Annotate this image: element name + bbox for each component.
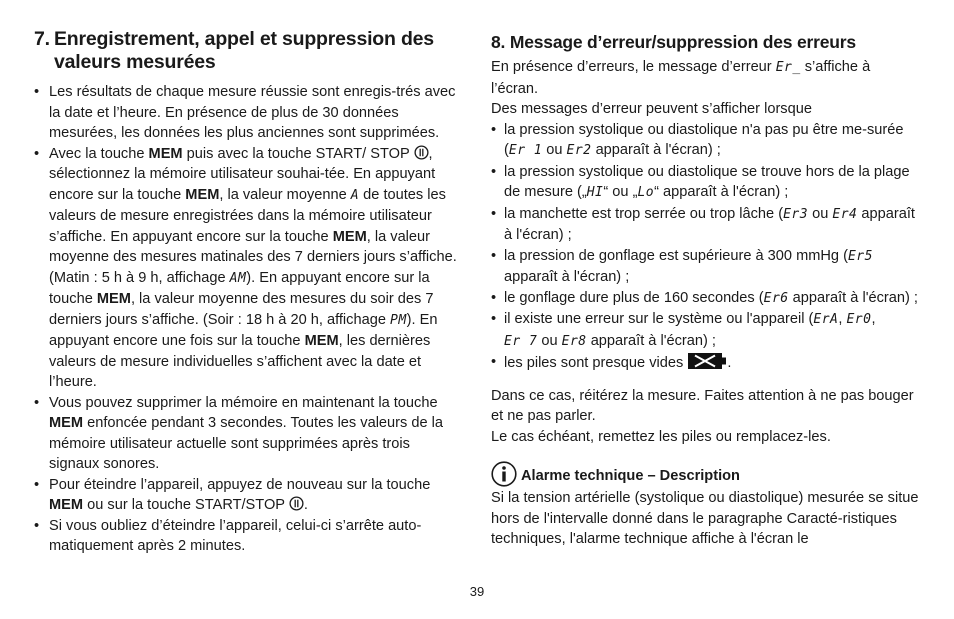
section-7-list	[34, 82, 462, 557]
paragraph: Dans ce cas, réitérez la mesure. Faites attention à ne pas bouger et ne pas parler.	[491, 387, 914, 424]
info-icon	[491, 461, 517, 487]
page-number: 39	[469, 584, 485, 599]
display-symbol-er: Er_	[775, 60, 801, 75]
list-item: • le gonflage dure plus de 160 secondes (Er6 apparaît à l'écran) ;	[491, 288, 921, 310]
list-item: • il existe une erreur sur le système ou l'appareil (ErA, Er0, Er 7 ou Er8 apparaît à l'écran) ;	[491, 309, 921, 352]
paragraph: Des messages d’erreur peuvent s’afficher lorsque	[491, 101, 812, 117]
paragraph: Si la tension artérielle (systolique ou diastolique) mesurée se situe hors de l'intervalle donné dans le paragraphe Caracté-ristiques techniques, l'alarme technique affiche à l'écran le	[491, 490, 919, 547]
technical-alarm-header	[491, 461, 921, 487]
section-8-heading: 8. Message d’erreur/suppression des erreurs	[491, 32, 856, 52]
section-7-heading	[34, 28, 462, 74]
battery-empty-icon	[687, 352, 727, 370]
list-item: • la manchette est trop serrée ou trop lâche (Er3 ou Er4 apparaît à l'écran) ;	[491, 204, 921, 246]
list-item: • Si vous oubliez d’éteindre l’appareil, celui-ci s’arrête auto-matiquement après 2 minutes.	[34, 516, 462, 557]
heading-line-1: Enregistrement, appel et suppression des	[54, 28, 434, 50]
paragraph: Le cas échéant, remettez les piles ou remplacez-les.	[491, 428, 831, 445]
heading-line-2: valeurs mesurées	[54, 51, 216, 73]
list-item: • Vous pouvez supprimer la mémoire en maintenant la touche MEM enfoncée pendant 3 secondes. Toutes les valeurs de la mémoire utilisateur actuelle sont supprimées après trois signaux sonores.	[34, 393, 462, 475]
list-item: • la pression systolique ou diastolique n'a pas pu être me-surée (Er 1 ou Er2 apparaît à l'écran) ;	[491, 120, 921, 162]
mem-key-label: MEM	[148, 145, 183, 162]
power-icon	[289, 496, 304, 511]
list-item: • la pression systolique ou diastolique se trouve hors de la plage de mesure („HI“ ou „Lo“ apparaît à l'écran) ;	[491, 162, 921, 204]
display-symbol-pm: PM	[390, 312, 407, 328]
error-list	[491, 120, 921, 374]
heading-number: 7.	[34, 28, 50, 50]
display-symbol-am: AM	[229, 270, 247, 286]
right-column	[491, 28, 921, 550]
list-item: • Avec la touche MEM puis avec la touche START/ STOP , sélectionnez la mémoire utilisateur souhai-tée. En appuyant encore sur la touche MEM, la valeur moyenne A de toutes les valeurs de mesure enregistrées dans la mémoire utilisateur s’affiche. En appuyant encore sur la touche MEM, la valeur moyenne des mesures matinales des 7 derniers jours s’affiche. (Matin : 5 h à 9 h, affichage AM). En appuyant encore sur la touche MEM, la valeur moyenne des mesures du soir des 7 derniers jours s’affiche. (Soir : 18 h à 20 h, affichage PM). En appuyant encore une fois sur la touche MEM, les dernières valeurs de mesure individuelles s’affichent avec la date et l’heure.	[34, 144, 462, 393]
list-item: • la pression de gonflage est supérieure à 300 mmHg (Er5 apparaît à l'écran) ;	[491, 246, 921, 288]
list-item: • Les résultats de chaque mesure réussie sont enregis-trés avec la date et l’heure. En présence de plus de 30 données mesurées, les données les plus anciennes sont supprimées.	[34, 82, 462, 144]
paragraph: En présence d’erreurs, le message d’erreur Er_ s’affiche à l’écran.	[491, 59, 871, 97]
display-symbol-a: A	[350, 187, 360, 203]
power-icon	[414, 145, 429, 160]
list-item: • les piles sont presque vides .	[491, 352, 921, 374]
left-column	[34, 28, 462, 557]
list-item: • Pour éteindre l’appareil, appuyez de nouveau sur la touche MEM ou sur la touche START/STOP .	[34, 475, 462, 516]
technical-alarm-title: Alarme technique – Description	[521, 468, 740, 484]
